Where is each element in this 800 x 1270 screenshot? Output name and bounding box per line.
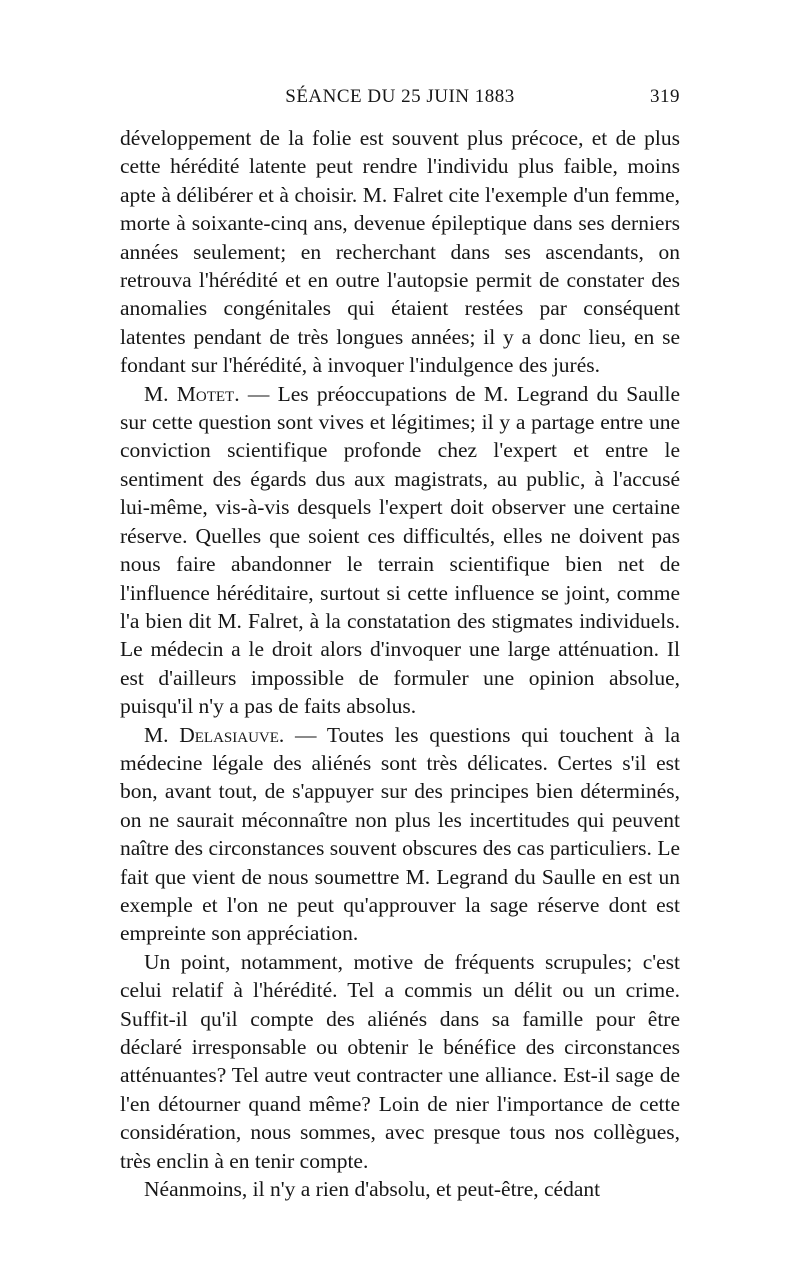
paragraph	[120, 948, 680, 1175]
page-body	[120, 124, 680, 1203]
paragraph-text: développement de la folie est souvent plus précoce, et de plus cette hérédité latente peut rendre l'individu plus faible, moins apte à délibérer et à choisir. M. Falret cite l'exemple d'un femme, morte à soixante-cinq ans, devenue épileptique dans ses derniers années seulement; en recherchant dans ses ascendants, on retrouva l'hérédité et en outre l'autopsie permit de constater des anomalies congénitales qui étaient restées par conséquent latentes pendant de très longues années; il y a donc lieu, en se fondant sur l'hérédité, à invoquer l'indulgence des jurés.	[120, 126, 680, 378]
speaker-name: Delasiauve	[179, 722, 279, 747]
speaker-name: Motet	[176, 381, 235, 406]
paragraph: M. Motet. — Les préoccupations de M. Legrand du Saulle sur cette question sont vives et légitimes; il y a partage entre une conviction scientifique profonde chez l'expert et entre le sentiment des égards dus aux magistrats, au public, à l'accusé lui-même, vis-à-vis desquels l'expert doit observer une certaine réserve. Quelles que soient ces difficultés, elles ne doivent pas nous faire abandonner le terrain scientifique bien net de l'influence héréditaire, surtout si cette influence se joint, comme l'a bien dit M. Falret, à la constatation des stigmates individuels. Le médecin a le droit alors d'invoquer une large atténuation. Il est d'ailleurs impossible de formuler une opinion absolue, puisqu'il n'y a pas de faits absolus.	[120, 381, 681, 719]
paragraph: M. Delasiauve. — Toutes les questions qui touchent à la médecine légale des aliénés sont très délicates. Certes s'il est bon, avant tout, de s'appuyer sur des principes bien déterminés, on ne saurait méconnaître non plus les incertitudes qui peuvent naître des circonstances souvent obscures des cas particuliers. Le fait que vient de nous soumettre M. Legrand du Saulle en est un exemple et l'on ne peut qu'approuver la sage réserve dont est empreinte son appréciation.	[120, 722, 680, 946]
paragraph-text: — Toutes les questions qui touchent à la médecine légale des aliénés sont très délicates. Certes s'il est bon, avant tout, de s'appuyer sur des principes bien déterminés, on ne saurait méconnaître non plus les incertitudes qui peuvent naître des circonstances souvent obscures des cas particuliers. Le fait que vient de nous soumettre M. Legrand du Saulle en est un exemple et l'on ne peut qu'approuver la sage réserve dont est empreinte son appréciation.	[120, 722, 680, 946]
paragraph-text: Néanmoins, il n'y a rien d'absolu, et peut-être, cédant	[144, 1177, 601, 1202]
page-number: 319	[650, 86, 680, 107]
paragraph-text: — Les préoccupations de M. Legrand du Saulle sur cette question sont vives et légitimes; il y a partage entre une conviction scientifique profonde chez l'expert et entre le sentiment des égards dus aux magistrats, au public, à l'accusé lui-même, vis-à-vis desquels l'expert doit observer une certaine réserve. Quelles que soient ces difficultés, elles ne doivent pas nous faire abandonner le terrain scientifique bien net de l'influence héréditaire, surtout si cette influence se joint, comme l'a bien dit M. Falret, à la constatation des stigmates individuels. Le médecin a le droit alors d'invoquer une large atténuation. Il est d'ailleurs impossible de formuler une opinion absolue, puisqu'il n'y a pas de faits absolus.	[120, 381, 681, 719]
paragraph	[120, 124, 680, 380]
page-header	[120, 86, 680, 114]
paragraph-text: Un point, notamment, motive de fréquents scrupules; c'est celui relatif à l'hérédité. Tel a commis un délit ou un crime. Suffit-il qu'il compte des aliénés dans sa famille pour être déclaré irresponsable ou obtenir le bénéfice des circonstances atténuantes? Tel autre veut contracter une alliance. Est-il sage de l'en détourner quand même? Loin de nier l'importance de cette considération, nous sommes, avec presque tous nos collègues, très enclin à en tenir compte.	[120, 949, 680, 1173]
paragraph	[120, 1175, 680, 1203]
running-title: SÉANCE DU 25 JUIN 1883	[285, 86, 515, 107]
